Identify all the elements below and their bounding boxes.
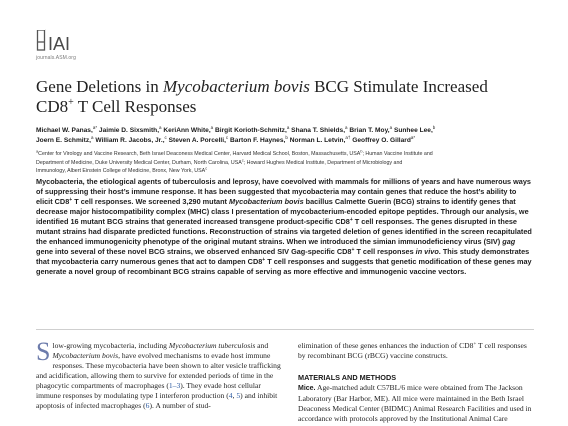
author-name: Sunhee Lee, (393, 127, 433, 134)
affiliation-c: ; Howard Hughes Medical Institute, Department of Microbiology and (243, 159, 403, 166)
title-organism: Mycobacterium bovis (163, 77, 310, 96)
drop-cap: S (36, 337, 51, 366)
author-affiliation-marker: a* (410, 135, 416, 140)
author-list (36, 126, 536, 146)
citation-link[interactable]: 5 (236, 391, 241, 400)
logo-text: IAI (48, 34, 71, 54)
author-affiliation-marker: a (159, 125, 162, 130)
abstract: Mycobacteria, the etiological agents of tuberculosis and leprosy, have coevolved with mammals for millions of years and have numerous ways of suppressing their host’s immune response. It has been suggested that mycobacteria may contain genes that reduce the host’s ability to elicit CD8+ T cell responses. We screened 3,290 mutant Mycobacterium bovis bacillus Calmette Guerin (BCG) strains to identify genes that decrease major histocompatibility complex (MHC) class I presentation of mycobacterium-encoded epitope peptides. Through our analysis, we identified 16 mutant BCG strains that generated increased transgene product-specific CD8+ T cell responses. The genes disrupted in these mutant strains had disparate predicted functions. Reconstruction of strains via targeted deletion of genes identified in the screen recapitulated the enhanced immunogenicity phenotype of the original mutant strains. When we introduced the simian immunodeficiency virus (SIV) gag gene into several of these novel BCG strains, we observed enhanced SIV Gag-specific CD8+ T cell responses in vivo. This study demonstrates that mycobacteria carry numerous genes that act to dampen CD8+ T cell responses and suggests that genetic modification of these genes may generate a novel group of recombinant BCG strains capable of serving as more effective and immunogenic vaccine vectors. (36, 177, 532, 276)
title-text: CD8 (36, 97, 69, 116)
author-name: Birgit Korioth-Schmitz, (215, 127, 287, 134)
author-affiliation-marker: a (345, 125, 348, 130)
citation-link[interactable]: 4 (228, 391, 233, 400)
title-text: T Cell Responses (73, 97, 197, 116)
author-name: Steven A. Porcelli, (168, 137, 226, 144)
author-name: Shana T. Shields, (291, 127, 346, 134)
citation-link[interactable]: 1–3 (168, 381, 181, 390)
author-affiliation-marker: a† (345, 135, 351, 140)
subsection-heading: Mice. (298, 385, 316, 392)
author-name: Joern E. Schmitz, (36, 137, 91, 144)
title-superscript: + (68, 97, 74, 108)
article-title (36, 77, 536, 117)
affiliation-b: ; Human Vaccine Institute and (362, 151, 433, 157)
methods-paragraph: Mice. Age-matched adult C57BL/6 mice were obtained from The Jackson Laboratory (Bar Harbor, ME). All mice were maintained in the Beth Israel Deaconess Medical Center (BIDMC) Animal Research Facilities and used in accordance with protocols approved by the Institutional Animal Care (298, 383, 532, 423)
body-column-right (298, 341, 534, 424)
author-affiliation-marker: c (225, 135, 229, 140)
journal-logo (36, 28, 82, 72)
affiliations: $^a$Center for Virology and Vaccine Research, Beth Israel Deaconess Medical Center, Harvard Medical School, Boston, Massachusetts, USA$^b$; Human Vaccine Institute and Department of Medicine, Duke University Medical Center, Durham, North Carolina, USA$^c$; Howard Hughes Medical Institute, Department of Microbiology and Immunology, Albert Einstein College of Medicine, Bronx, New York, USA$^c$ (36, 149, 433, 175)
intro-paragraph: Slow-growing mycobacteria, including Mycobacterium tuberculosis and Mycobacterium bovis, have evolved mechanisms to evade host immune responses. These mycobacteria have been shown to alter vesicle trafficking and acidification, allowing them to survive for extended periods of time in the phagocytic compartments of macrophages (1–3). They evade host cellular immune responses by modulating type I interferon production (4, 5) and inhibit apoptosis of infected macrophages (6). A number of stud- (36, 337, 281, 410)
journal-url[interactable]: journals.ASM.org (36, 55, 76, 61)
author-affiliation-marker: c (164, 135, 167, 140)
author-affiliation-marker: a* (92, 125, 98, 130)
title-text: BCG Stimulate Increased (309, 77, 488, 96)
author-line (36, 136, 536, 146)
author-name: Jaimie D. Sixsmith, (98, 127, 160, 134)
body-column-left (36, 337, 282, 411)
author-name: Norman L. Letvin, (289, 137, 346, 144)
author-affiliation-marker: a (210, 125, 214, 130)
author-affiliation-marker: a (389, 125, 393, 130)
logo-bracket (38, 30, 45, 50)
affiliation-b-cont: Department of Medicine, Duke University Medical Center, Durham, North Carolina, USA (36, 159, 242, 166)
author-name: Geoffrey O. Gillard (352, 137, 411, 144)
affiliation-a: Center for Virology and Vaccine Research, Beth Israel Deaconess Medical Center, Harvard Medical School, Boston, Massachusetts, USA (38, 151, 361, 157)
section-heading: MATERIALS AND METHODS (298, 373, 397, 382)
citation-link[interactable]: 6 (145, 401, 150, 410)
author-name: Brian T. Moy, (349, 127, 390, 134)
author-name: William R. Jacobs, Jr., (95, 137, 165, 144)
author-affiliation-marker: b (432, 125, 436, 130)
intro-paragraph-end: elimination of these genes enhances the induction of CD8+ T cell responses by recombinant BCG (rBCG) vaccine constructs. (298, 341, 527, 360)
author-name: KeriAnn White, (163, 127, 211, 134)
author-affiliation-marker: a (286, 125, 290, 130)
author-affiliation-marker: a (90, 135, 94, 140)
author-name: Michael W. Panas, (36, 127, 93, 134)
affiliation-c-cont: Immunology, Albert Einstein College of Medicine, Bronx, New York, USA (36, 168, 206, 175)
title-text: Gene Deletions in (36, 77, 163, 96)
author-name: Barton F. Haynes, (230, 137, 286, 144)
section-divider (36, 329, 534, 330)
author-affiliation-marker: b (285, 135, 288, 140)
